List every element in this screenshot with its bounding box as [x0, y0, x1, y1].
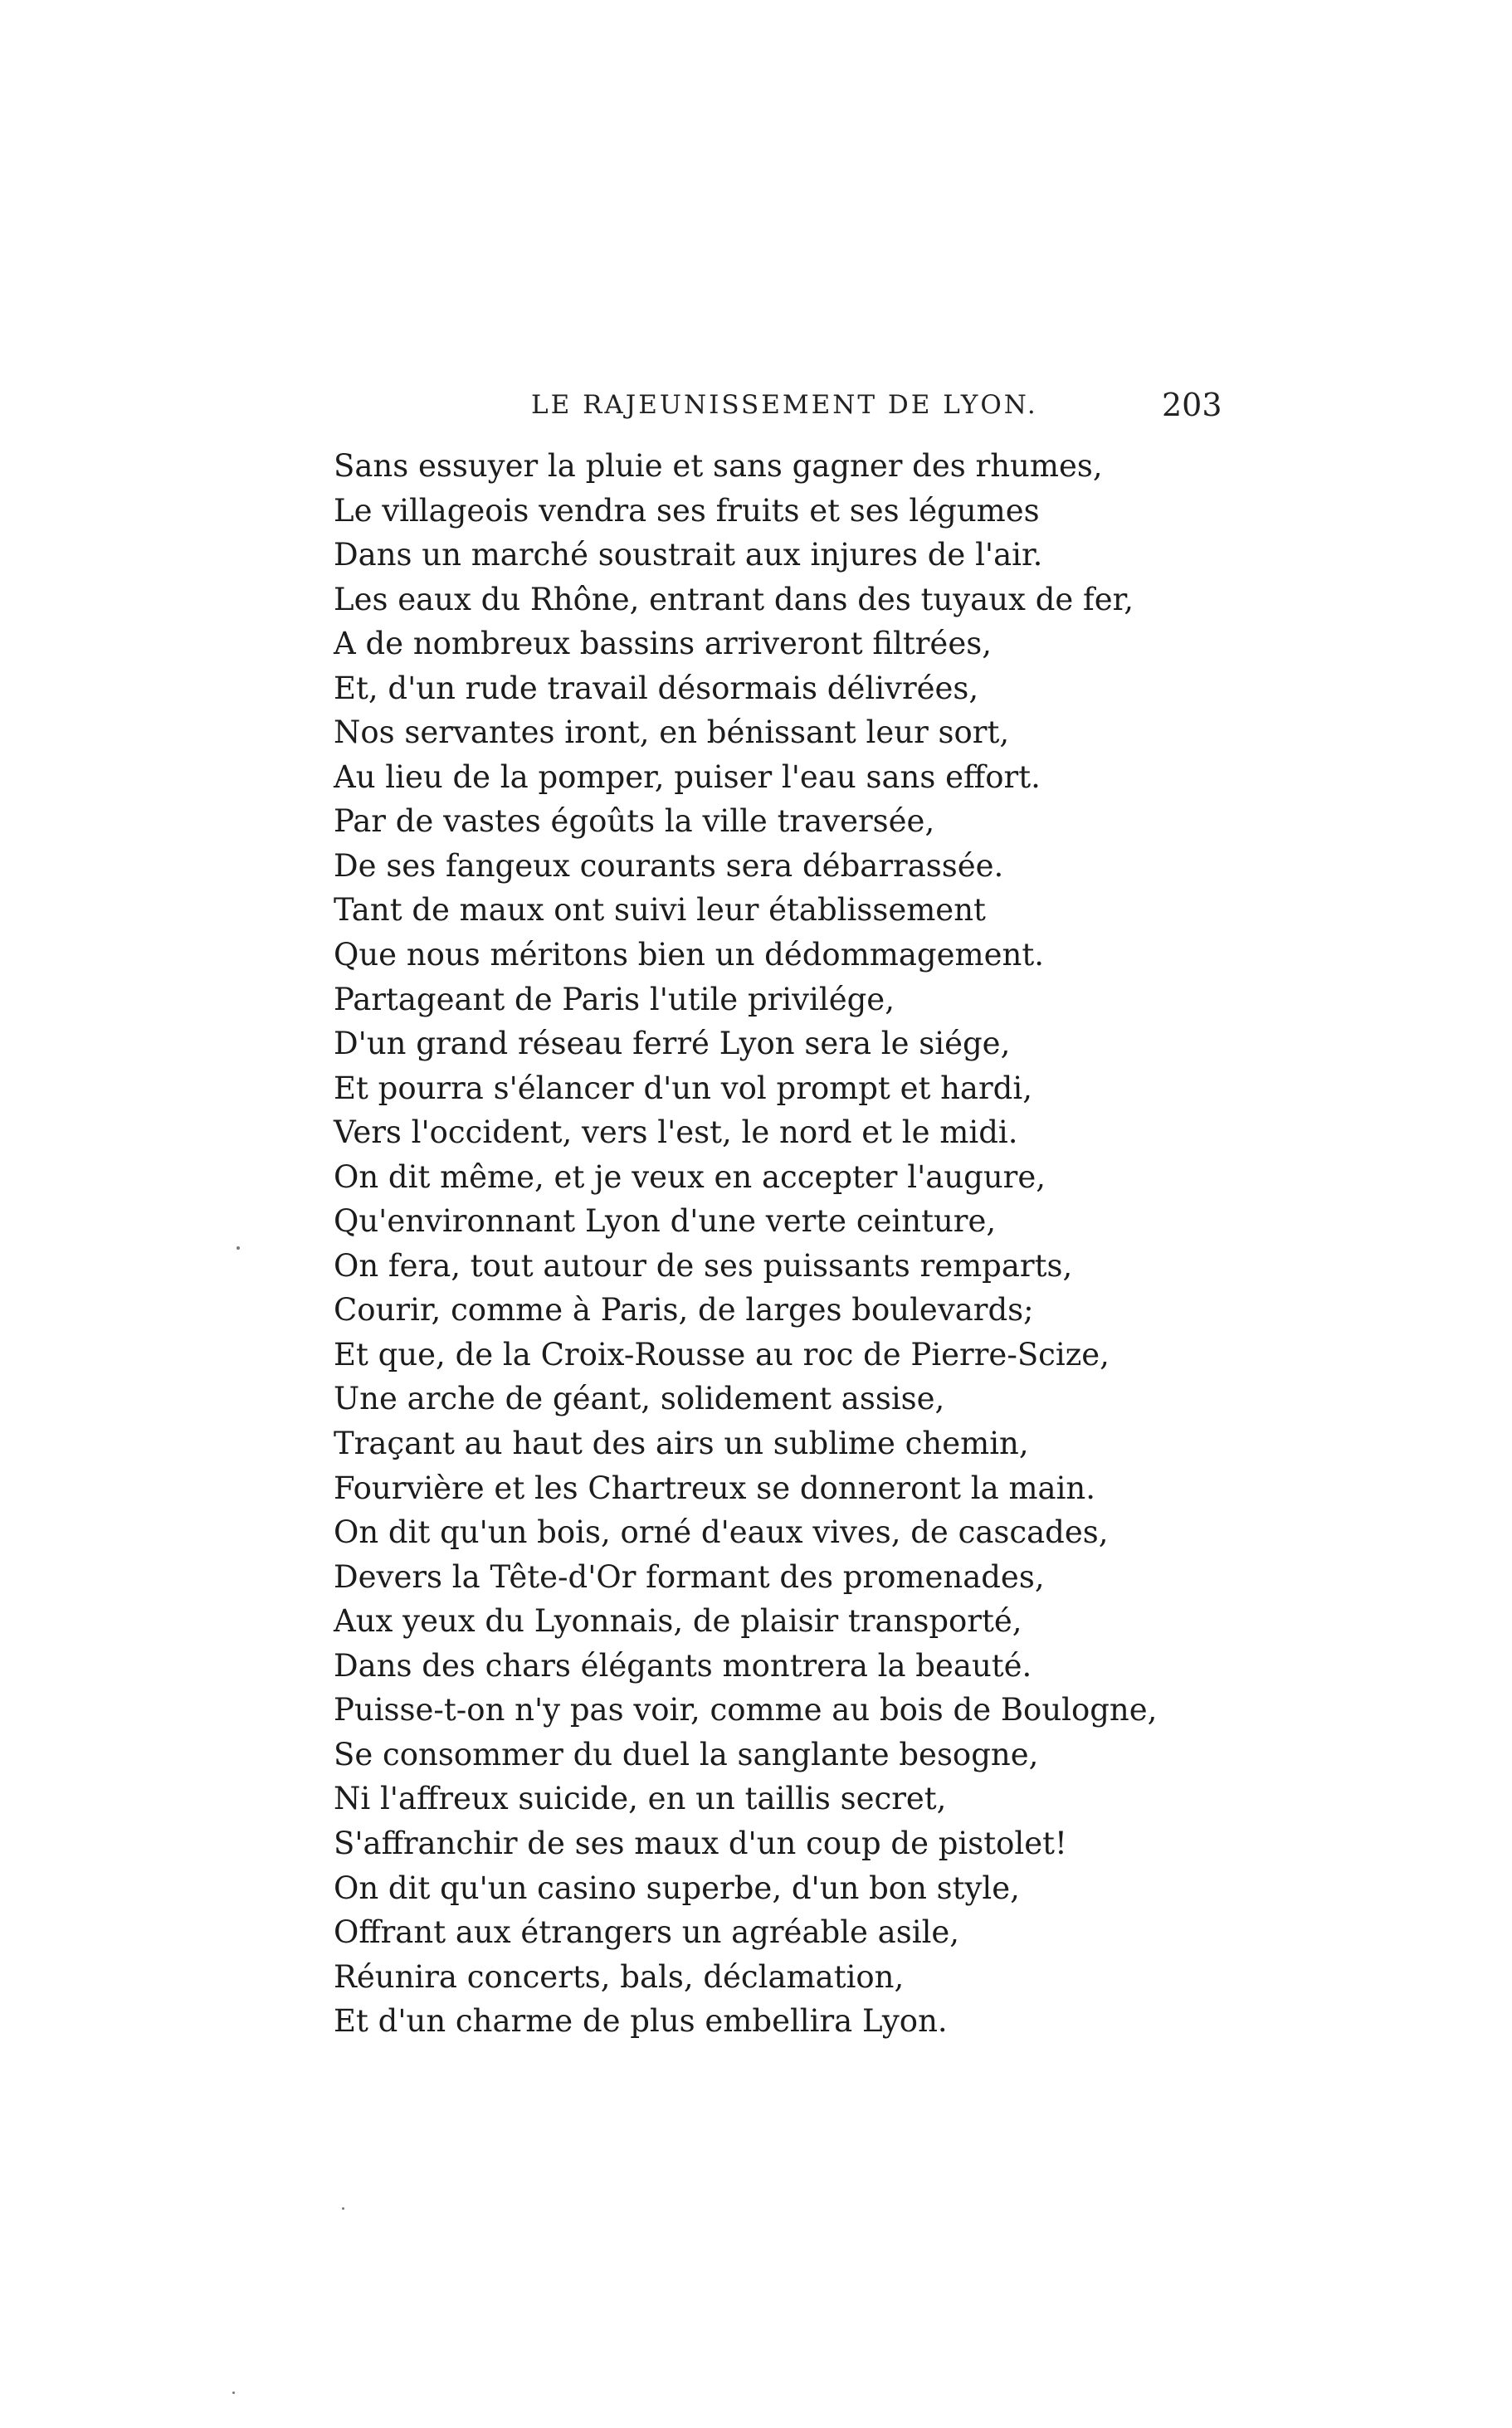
verse-line: Tant de maux ont suivi leur établissement: [334, 892, 986, 929]
verse-line: S'affranchir de ses maux d'un coup de pistolet!: [334, 1825, 1067, 1861]
verse-line: Ni l'affreux suicide, en un taillis secret,: [334, 1781, 947, 1817]
verse-line: Les eaux du Rhône, entrant dans des tuyaux de fer,: [334, 581, 1134, 617]
verse-line: Et que, de la Croix-Rousse au roc de Pierre-Scize,: [334, 1336, 1110, 1372]
verse-line: Au lieu de la pomper, puiser l'eau sans effort.: [334, 758, 1041, 795]
verse-line: Fourvière et les Chartreux se donneront la main.: [334, 1470, 1096, 1506]
verse-line: Qu'environnant Lyon d'une verte ceinture,: [334, 1203, 997, 1240]
verse-line: Puisse-t-on n'y pas voir, comme au bois de Boulogne,: [334, 1692, 1158, 1728]
verse-line: Et pourra s'élancer d'un vol prompt et hardi,: [334, 1070, 1032, 1106]
scan-speck: [342, 2207, 344, 2210]
verse-line: Devers la Tête-d'Or formant des promenades,: [334, 1558, 1045, 1595]
verse-line: Se consommer du duel la sanglante besogne,: [334, 1736, 1039, 1772]
verse-line: Et d'un charme de plus embellira Lyon.: [334, 2003, 948, 2040]
verse-line: Offrant aux étrangers un agréable asile,: [334, 1914, 960, 1951]
verse-line: Une arche de géant, solidement assise,: [334, 1381, 945, 1417]
verse-line: Sans essuyer la pluie et sans gagner des rhumes,: [334, 448, 1103, 484]
running-title: LE RAJEUNISSEMENT DE LYON.: [531, 390, 1038, 420]
verse-line: Et, d'un rude travail désormais délivrées,: [334, 670, 979, 706]
verse-line: On dit qu'un casino superbe, d'un bon style,: [334, 1870, 1020, 1906]
page-number: 203: [1162, 387, 1222, 423]
verse-line: Traçant au haut des airs un sublime chemin,: [334, 1426, 1029, 1462]
verse-line: Nos servantes iront, en bénissant leur sort,: [334, 714, 1010, 751]
poem-verses: [334, 444, 1246, 2044]
verse-line: Dans des chars élégants montrera la beauté.: [334, 1647, 1032, 1684]
verse-line: Partageant de Paris l'utile privilége,: [334, 981, 895, 1017]
verse-line: On dit même, et je veux en accepter l'augure,: [334, 1158, 1046, 1195]
verse-line: On dit qu'un bois, orné d'eaux vives, de cascades,: [334, 1514, 1109, 1551]
verse-line: On fera, tout autour de ses puissants remparts,: [334, 1247, 1073, 1284]
scan-speck: [237, 1246, 240, 1250]
verse-line: Courir, comme à Paris, de larges boulevards;: [334, 1292, 1034, 1329]
scan-speck: [232, 2391, 235, 2394]
verse-line: Le villageois vendra ses fruits et ses légumes: [334, 492, 1040, 529]
verse-line: A de nombreux bassins arriveront filtrées,: [334, 626, 992, 662]
verse-line: De ses fangeux courants sera débarrassée.: [334, 847, 1004, 884]
verse-line: D'un grand réseau ferré Lyon sera le siége,: [334, 1026, 1011, 1062]
verse-line: Aux yeux du Lyonnais, de plaisir transporté,: [334, 1603, 1022, 1640]
verse-line: Que nous méritons bien un dédommagement.: [334, 937, 1044, 973]
verse-line: Réunira concerts, bals, déclamation,: [334, 1958, 905, 1995]
verse-line: Par de vastes égoûts la ville traversée,: [334, 803, 935, 840]
verse-line: Vers l'occident, vers l'est, le nord et le midi.: [334, 1114, 1018, 1151]
verse-line: Dans un marché soustrait aux injures de l'air.: [334, 537, 1043, 573]
